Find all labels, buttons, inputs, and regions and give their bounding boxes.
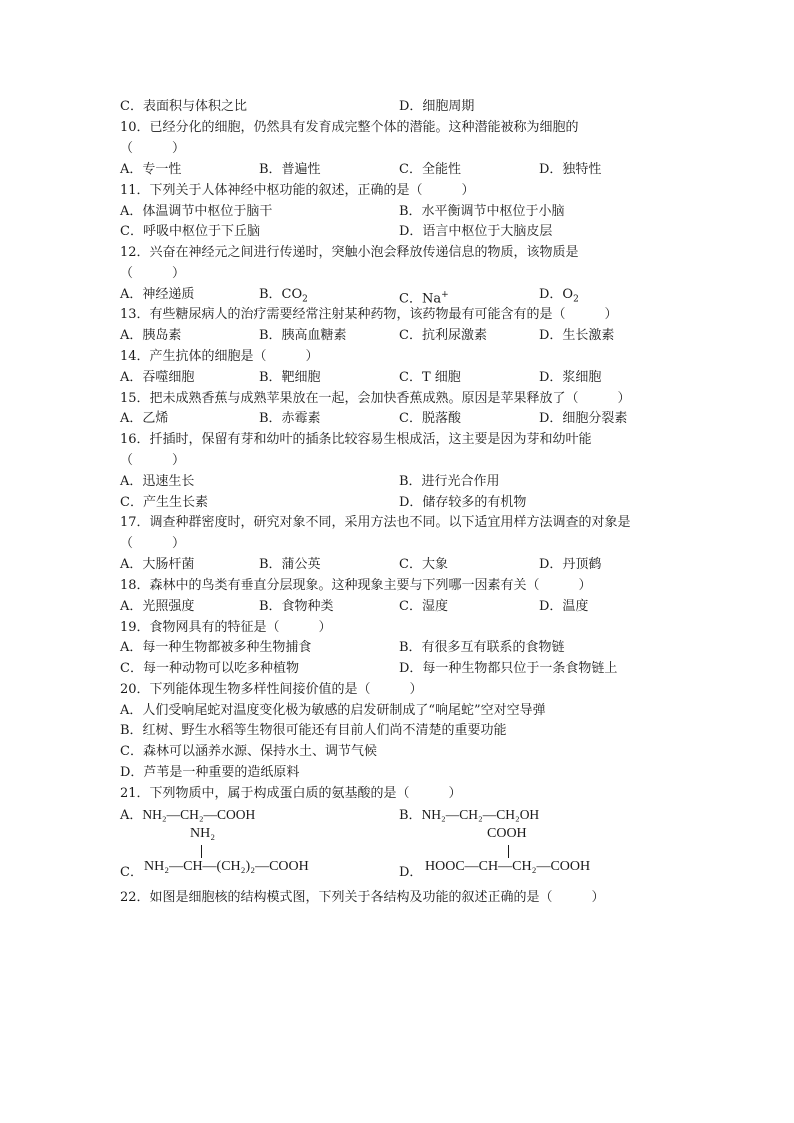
q21-stem: 21．下列物质中，属于构成蛋白质的氨基酸的是（ ） — [120, 786, 462, 801]
q17-option-a: A．大肠杆菌 — [120, 557, 195, 572]
q10-option-c: C．全能性 — [399, 162, 461, 177]
q20-option-b: B．红树、野生水稻等生物很可能还有目前人们尚不清楚的重要功能 — [120, 723, 507, 738]
q21-option-c-bond — [201, 845, 202, 858]
q17-stem: 17．调查种群密度时，研究对象不同，采用方法也不同。以下适宜用样方法调查的对象是 — [120, 515, 631, 530]
q20-option-d: D．芦苇是一种重要的造纸原料 — [120, 765, 300, 780]
q12-blank: （ ） — [120, 266, 186, 281]
q12-stem: 12．兴奋在神经元之间进行传递时，突触小泡会释放传递信息的物质，该物质是 — [120, 245, 579, 260]
q19-stem: 19．食物网具有的特征是（ ） — [120, 620, 332, 635]
q13-option-b: B．胰高血糖素 — [259, 328, 347, 343]
q20-stem: 20．下列能体现生物多样性间接价值的是（ ） — [120, 682, 423, 697]
q15-option-d: D．细胞分裂素 — [539, 411, 628, 426]
q17-blank: （ ） — [120, 536, 186, 551]
q17-option-c: C．大象 — [399, 557, 448, 572]
q21-option-d-label: D． — [399, 865, 423, 880]
q19-option-d: D．每一种生物都只位于一条食物链上 — [399, 661, 618, 676]
q13-option-a: A．胰岛素 — [120, 328, 182, 343]
q10-option-d: D．独特性 — [539, 162, 602, 177]
q10-stem: 10．已经分化的细胞，仍然具有发育成完整个体的潜能。这种潜能被称为细胞的 — [120, 120, 579, 135]
q10-option-b: B．普遍性 — [259, 162, 321, 177]
q15-stem: 15．把未成熟香蕉与成熟苹果放在一起，会加快香蕉成熟。原因是苹果释放了（ ） — [120, 391, 631, 406]
q17-option-d: D．丹顶鹤 — [539, 557, 602, 572]
q15-option-a: A．乙烯 — [120, 411, 169, 426]
q10-blank: （ ） — [120, 141, 186, 156]
q16-option-d: D．储存较多的有机物 — [399, 495, 527, 510]
q16-option-b: B．进行光合作用 — [399, 474, 500, 489]
q11-stem: 11．下列关于人体神经中枢功能的叙述，正确的是（ ） — [120, 183, 475, 198]
q19-option-a: A．每一种生物都被多种生物捕食 — [120, 640, 312, 655]
q13-stem: 13．有些糖尿病人的治疗需要经常注射某种药物，该药物最有可能含有的是（ ） — [120, 307, 618, 322]
q12-option-d: D．$O_2$ — [539, 287, 579, 305]
q18-option-c: C．湿度 — [399, 599, 448, 614]
q13-option-d: D．生长激素 — [539, 328, 615, 343]
q21-option-c-top-group: NH₂ — [190, 826, 216, 841]
q14-option-a: A．吞噬细胞 — [120, 370, 195, 385]
q11-option-d: D．语言中枢位于大脑皮层 — [399, 224, 553, 239]
q21-option-d-main: HOOC—CH—CH₂—COOH — [425, 859, 591, 874]
q19-option-c: C．每一种动物可以吃多种植物 — [120, 661, 299, 676]
q11-option-b: B．水平衡调节中枢位于小脑 — [399, 204, 565, 219]
q19-option-b: B．有很多互有联系的食物链 — [399, 640, 565, 655]
q17-option-b: B．蒲公英 — [259, 557, 321, 572]
q18-option-b: B．食物种类 — [259, 599, 334, 614]
q18-option-a: A．光照强度 — [120, 599, 195, 614]
q9-option-c: C．表面积与体积之比 — [120, 99, 247, 114]
q15-option-c: C．脱落酸 — [399, 411, 461, 426]
q21-option-d-top-group: COOH — [487, 826, 527, 841]
q20-option-a: A．人们受响尾蛇对温度变化极为敏感的启发研制成了“响尾蛇”空对空导弹 — [120, 703, 546, 718]
q10-option-a: A．专一性 — [120, 162, 182, 177]
q21-option-d-bond — [508, 845, 509, 858]
q18-option-d: D．温度 — [539, 599, 589, 614]
q21-option-c-main: NH₂—CH—(CH₂)₂—COOH — [144, 859, 309, 874]
q16-option-c: C．产生生长素 — [120, 495, 208, 510]
q12-option-c: C．Na+ — [399, 290, 449, 307]
q14-stem: 14．产生抗体的细胞是（ ） — [120, 349, 319, 364]
q16-option-a: A．迅速生长 — [120, 474, 195, 489]
q14-option-d: D．浆细胞 — [539, 370, 602, 385]
q11-option-a: A．体温调节中枢位于脑干 — [120, 204, 273, 219]
q16-stem: 16．扦插时，保留有芽和幼叶的插条比较容易生根成活，这主要是因为芽和幼叶能 — [120, 432, 592, 447]
q21-option-a: A．NH₂—CH₂—COOH — [120, 807, 256, 823]
q21-option-c-label: C． — [120, 865, 143, 880]
q9-option-d: D．细胞周期 — [399, 99, 475, 114]
q12-option-a: A．神经递质 — [120, 287, 195, 302]
q14-option-b: B．靶细胞 — [259, 370, 321, 385]
q13-option-c: C．抗利尿激素 — [399, 328, 487, 343]
q18-stem: 18．森林中的鸟类有垂直分层现象。这种现象主要与下列哪一因素有关（ ） — [120, 578, 592, 593]
q21-option-b: B．NH₂—CH₂—CH₂OH — [399, 807, 540, 823]
q12-option-b: B．$CO_2$ — [259, 287, 308, 305]
q11-option-c: C．呼吸中枢位于下丘脑 — [120, 224, 260, 239]
q20-option-c: C．森林可以涵养水源、保持水土、调节气候 — [120, 744, 377, 759]
q14-option-c: C．T 细胞 — [399, 370, 461, 385]
q15-option-b: B．赤霉素 — [259, 411, 321, 426]
q16-blank: （ ） — [120, 453, 186, 468]
q22-stem: 22．如图是细胞核的结构模式图，下列关于各结构及功能的叙述正确的是（ ） — [120, 890, 605, 905]
